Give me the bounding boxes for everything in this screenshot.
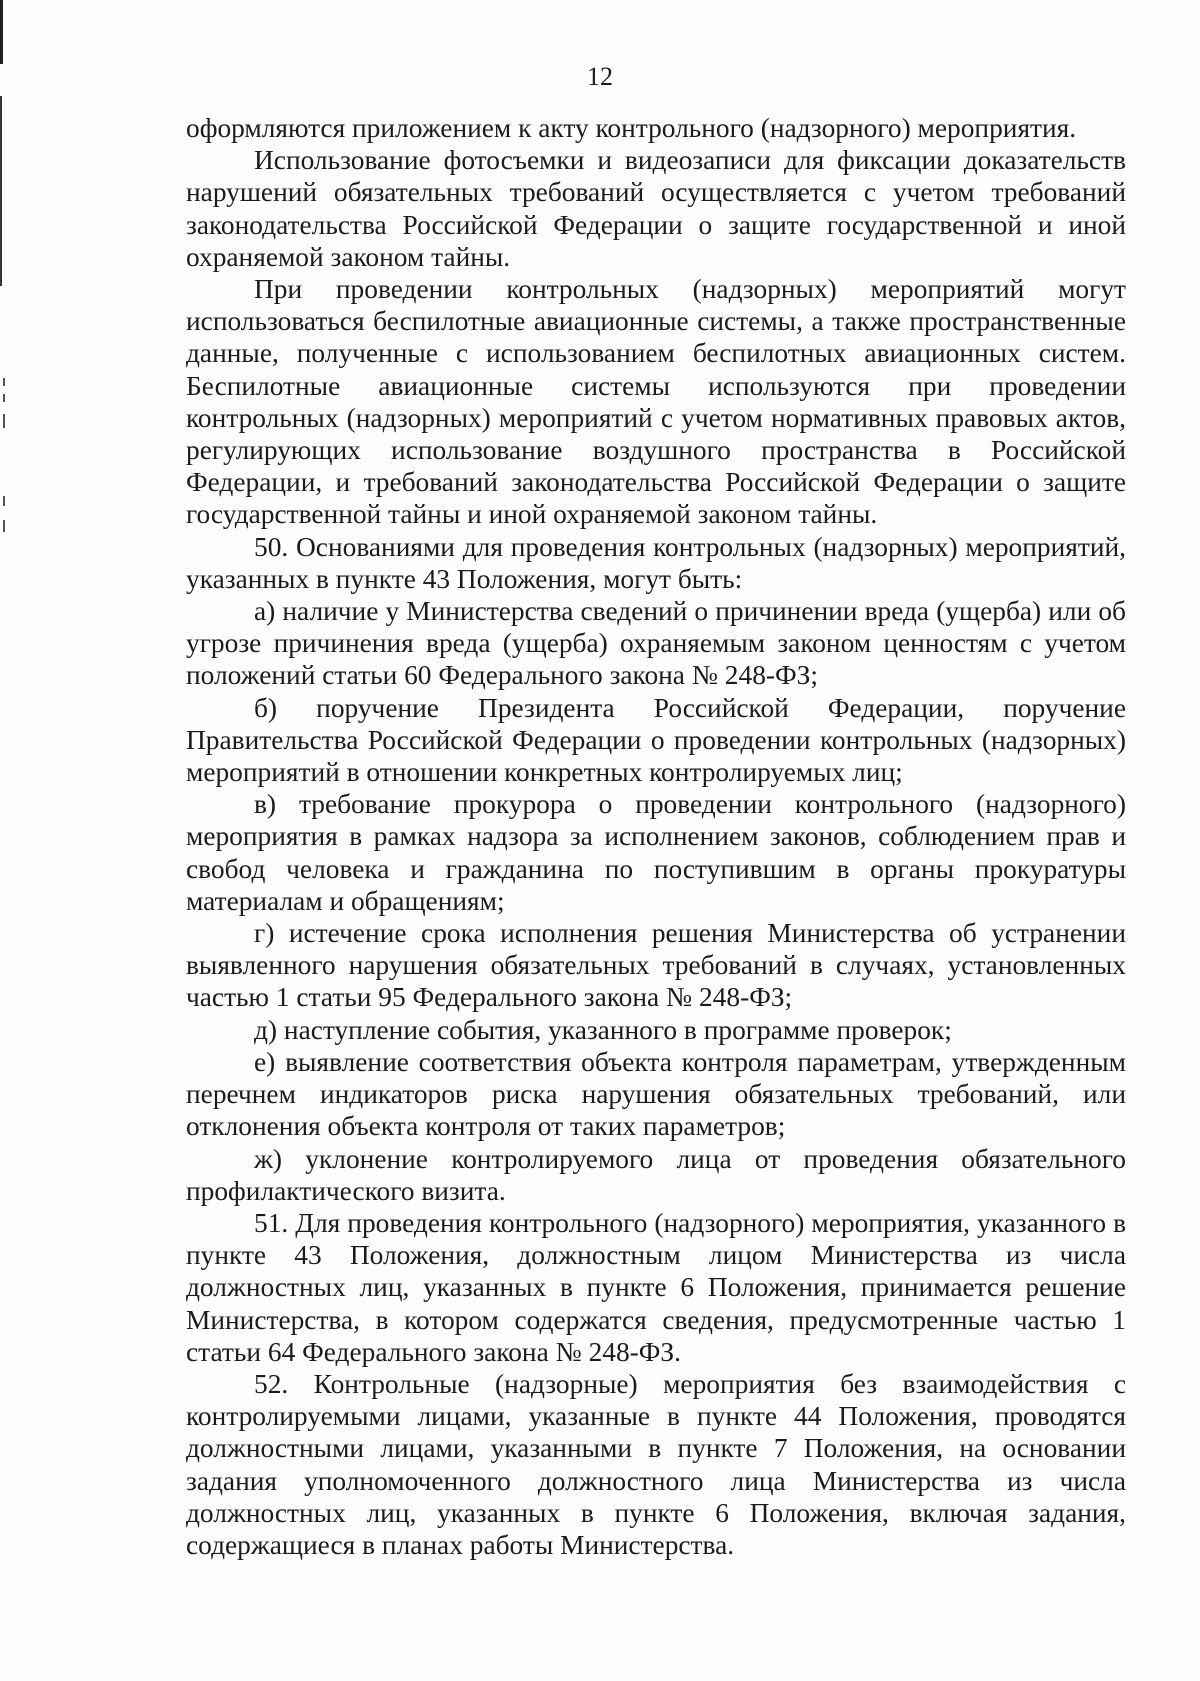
paragraph: г) истечение срока исполнения решения Министерства об устранении выявленного нарушения обязательных требований в случаях, установленных частью 1 статьи 95 Федерального закона № 248-ФЗ; [186,918,1126,1013]
scan-edge-tick [3,394,5,402]
document-body [186,112,1126,1561]
paragraph: оформляются приложением к акту контрольного (надзорного) мероприятия. [186,113,1077,143]
paragraph: 52. Контрольные (надзорные) мероприятия без взаимодействия с контролируемыми лицами, указанные в пункте 44 Положения, проводятся должностными лицами, указанными в пункте 7 Положения, на основании задания уполномоченного должностного лица Министерства из числа должностных лиц, указанных в пункте 6 Положения, включая задания, содержащиеся в планах работы Министерства. [186,1368,1126,1560]
scan-edge-tick [3,414,5,428]
scan-edge-mark [0,96,2,286]
paragraph: а) наличие у Министерства сведений о причинении вреда (ущерба) или об угрозе причинения вреда (ущерба) охраняемым законом ценностям с учетом положений статьи 60 Федерального закона № 248-ФЗ; [186,596,1126,691]
scan-edge-tick [3,378,5,386]
scan-edge-mark [0,0,3,64]
paragraph: Использование фотосъемки и видеозаписи для фиксации доказательств нарушений обязательных требований осуществляется с учетом требований законодательства Российской Федерации о защите государственной и иной охраняемой законом тайны. [186,145,1126,272]
paragraph: ж) уклонение контролируемого лица от проведения обязательного профилактического визита. [186,1143,1126,1206]
paragraph: д) наступление события, указанного в программе проверок; [254,1014,952,1045]
paragraph: При проведении контрольных (надзорных) мероприятий могут использоваться беспилотные авиационные системы, а также пространственные данные, полученные с использованием беспилотных авиационных систем. Беспилотные авиационные системы используются при проведении контрольных (надзорных) мероприятий с учетом нормативных правовых актов, регулирующих использование воздушного пространства в Российской Федерации, и требований законодательства Российской Федерации о защите государственной тайны и иной охраняемой законом тайны. [186,274,1126,530]
paragraph: в) требование прокурора о проведении контрольного (надзорного) мероприятия в рамках надзора за исполнением законов, соблюдением прав и свобод человека и гражданина по поступившим в органы прокуратуры материалам и обращениям; [186,789,1126,916]
scan-edge-tick [3,496,5,506]
paragraph: 51. Для проведения контрольного (надзорного) мероприятия, указанного в пункте 43 Положения, должностным лицом Министерства из числа должностных лиц, указанных в пункте 6 Положения, принимается решение Министерства, в котором содержатся сведения, предусмотренные частью 1 статьи 64 Федерального закона № 248-ФЗ. [186,1207,1126,1367]
page-number: 12 [587,62,613,91]
scan-edge-tick [3,520,5,532]
paragraph: е) выявление соответствия объекта контроля параметрам, утвержденным перечнем индикаторов риска нарушения обязательных требований, или отклонения объекта контроля от таких параметров; [186,1046,1126,1142]
paragraph: б) поручение Президента Российской Федерации, поручение Правительства Российской Федерации о проведении контрольных (надзорных) мероприятий в отношении конкретных контролируемых лиц; [186,692,1126,788]
paragraph: 50. Основаниями для проведения контрольных (надзорных) мероприятий, указанных в пункте 43 Положения, могут быть: [186,531,1126,594]
